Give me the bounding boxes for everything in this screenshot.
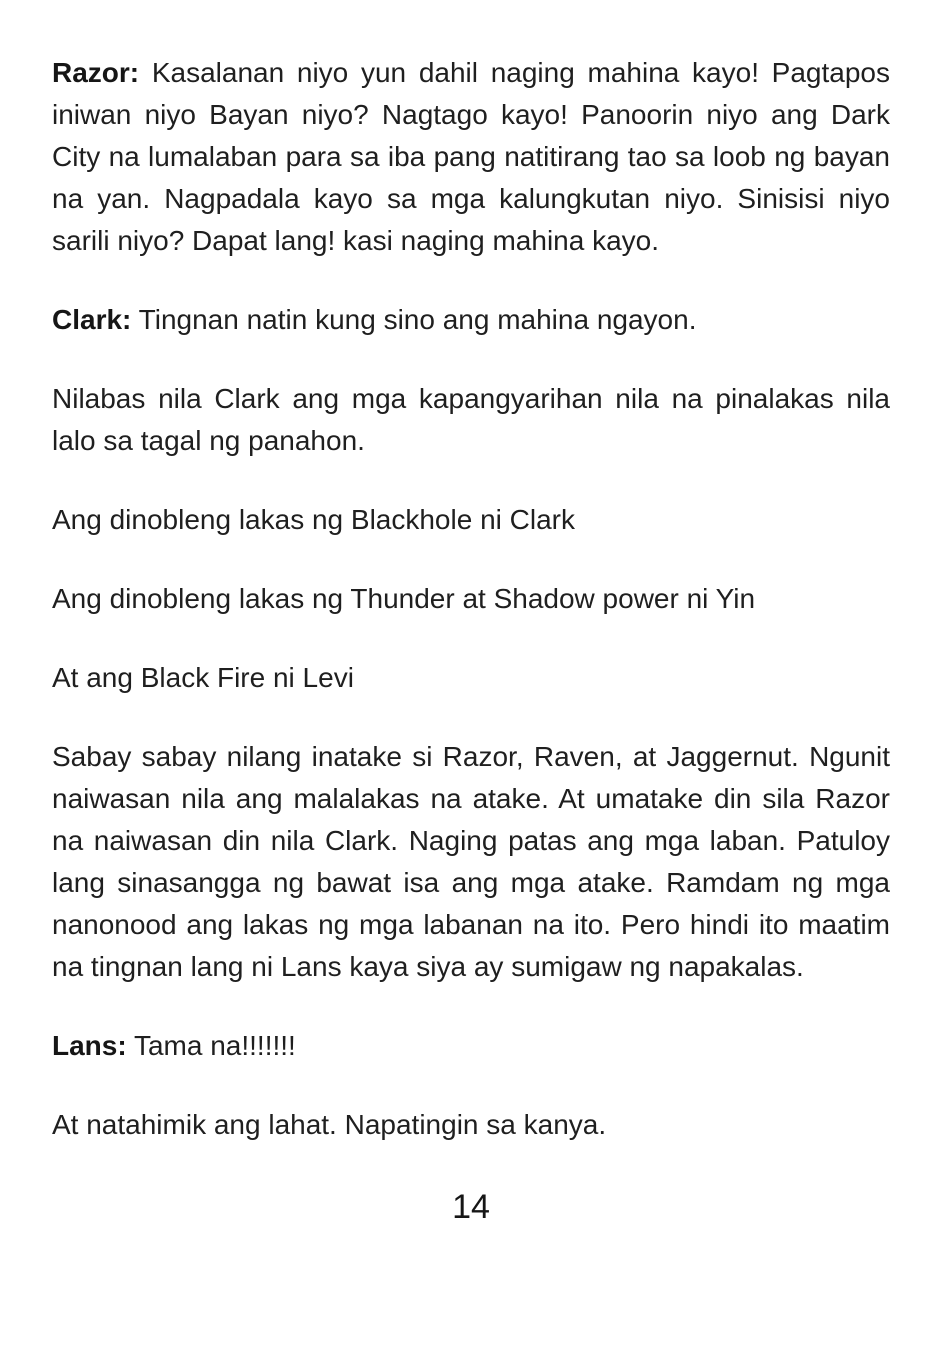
speaker-name-razor: Razor:	[52, 57, 140, 88]
paragraph-text: Tama na!!!!!!!	[133, 1030, 296, 1061]
paragraph-narration-5	[52, 736, 890, 988]
paragraph-text: Ang dinobleng lakas ng Blackhole ni Clark	[52, 504, 575, 535]
paragraph-text: Nilabas nila Clark ang mga kapangyarihan nila na pinalakas nila lalo sa tagal ng panahon.	[52, 383, 890, 456]
paragraph-text: Kasalanan niyo yun dahil naging mahina kayo! Pagtapos iniwan niyo Bayan niyo? Nagtago kayo! Panoorin niyo ang Dark City na lumalaban para sa iba pang natitirang tao sa loob ng bayan na yan. Nagpadala kayo sa mga kalungkutan niyo. Sinisisi niyo sarili niyo? Dapat lang! kasi naging mahina kayo.	[52, 57, 891, 256]
paragraph-clark-dialogue	[52, 299, 890, 341]
paragraph-narration-6	[52, 1104, 890, 1146]
paragraph-text: Tingnan natin kung sino ang mahina ngayon.	[138, 304, 697, 335]
paragraph-narration-4	[52, 657, 890, 699]
paragraph-text: At ang Black Fire ni Levi	[52, 662, 354, 693]
paragraph-razor-dialogue	[52, 52, 890, 262]
paragraph-text: At natahimik ang lahat. Napatingin sa kanya.	[52, 1109, 607, 1140]
page-number: 14	[452, 1188, 490, 1226]
paragraph-text: Sabay sabay nilang inatake si Razor, Raven, at Jaggernut. Ngunit naiwasan nila ang malalakas na atake. At umatake din sila Razor na naiwasan din nila Clark. Naging patas ang mga laban. Patuloy lang sinasangga ng bawat isa ang mga atake. Ramdam ng mga nanonood ang lakas ng mga labanan na ito. Pero hindi ito maatim na tingnan lang ni Lans kaya siya ay sumigaw ng napakalas.	[52, 741, 890, 982]
paragraph-lans-dialogue	[52, 1025, 890, 1067]
paragraph-text: Ang dinobleng lakas ng Thunder at Shadow power ni Yin	[52, 583, 756, 614]
speaker-name-lans: Lans:	[52, 1030, 127, 1061]
paragraph-narration-3	[52, 578, 890, 620]
speaker-name-clark: Clark:	[52, 304, 132, 335]
paragraph-narration-2	[52, 499, 890, 541]
paragraph-narration-1	[52, 378, 890, 462]
